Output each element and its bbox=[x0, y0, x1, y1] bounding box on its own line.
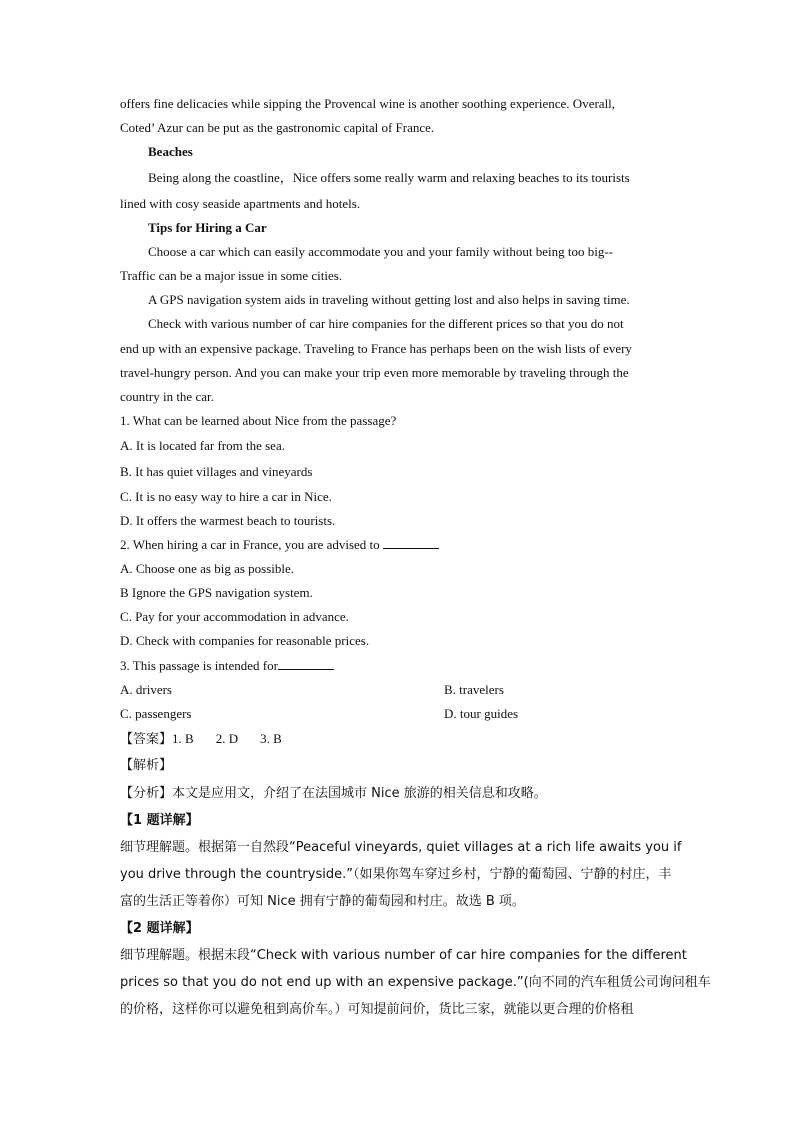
paragraph-line: Being along the coastline，Nice offers some really warm and relaxing beaches to its tourists bbox=[148, 170, 630, 185]
paragraph-line: Check with various number of car hire companies for the different prices so that you do not bbox=[148, 316, 624, 331]
question-option: C. Pay for your accommodation in advance. bbox=[120, 609, 349, 624]
question-option: D. tour guides bbox=[444, 706, 519, 721]
paragraph-line: offers fine delicacies while sipping the Provencal wine is another soothing experience. Overall, bbox=[120, 96, 616, 111]
question-option: A. It is located far from the sea. bbox=[120, 438, 285, 453]
question-option: C. passengers bbox=[120, 706, 192, 721]
answer-3: 3. B bbox=[260, 731, 282, 746]
detail-label-1: 【1 题详解】 bbox=[120, 813, 199, 828]
question-option: B. It has quiet villages and vineyards bbox=[120, 464, 313, 479]
answer-label: 【答案】 bbox=[120, 732, 173, 747]
paragraph-line: A GPS navigation system aids in traveling without getting lost and also helps in saving time. bbox=[148, 292, 630, 307]
answer-1: 1. B bbox=[172, 731, 194, 746]
question-option: A. Choose one as big as possible. bbox=[120, 561, 295, 576]
question-stem-text: 2. When hiring a car in France, you are advised to bbox=[120, 537, 380, 552]
answer-line bbox=[120, 730, 675, 749]
question-stem: 1. What can be learned about Nice from the passage? bbox=[120, 413, 397, 428]
detail-line: prices so that you do not end up with an expensive package.”(向不同的汽车租赁公司询问租车 bbox=[120, 975, 711, 990]
answer-blank bbox=[278, 657, 334, 670]
analysis-summary: 【分析】本文是应用文，介绍了在法国城市 Nice 旅游的相关信息和攻略。 bbox=[120, 786, 547, 801]
detail-line: 富的生活正等着你）可知 Nice 拥有宁静的葡萄园和村庄。故选 B 项。 bbox=[120, 894, 525, 909]
answer-blank bbox=[383, 536, 439, 549]
analysis-label: 【解析】 bbox=[120, 758, 173, 773]
detail-line: you drive through the countryside.”（如果你驾车穿过乡村，宁静的葡萄园、宁静的村庄，丰 bbox=[120, 867, 672, 882]
question-option: D. Check with companies for reasonable prices. bbox=[120, 633, 370, 648]
question-stem-text: 3. This passage is intended for bbox=[120, 658, 278, 673]
question-option: A. drivers bbox=[120, 682, 172, 697]
paragraph-line: country in the car. bbox=[120, 389, 214, 404]
question-stem bbox=[120, 657, 675, 675]
answer-2: 2. D bbox=[215, 731, 239, 746]
detail-line: 细节理解题。根据末段“Check with various number of car hire companies for the different bbox=[120, 948, 687, 963]
paragraph-line: travel-hungry person. And you can make your trip even more memorable by traveling through the bbox=[120, 365, 629, 380]
question-option: C. It is no easy way to hire a car in Nice. bbox=[120, 489, 332, 504]
question-option: D. It offers the warmest beach to tourists. bbox=[120, 513, 336, 528]
paragraph-line: end up with an expensive package. Traveling to France has perhaps been on the wish lists of every bbox=[120, 341, 632, 356]
detail-line: 的价格，这样你可以避免租到高价车。）可知提前问价，货比三家，就能以更合理的价格租 bbox=[120, 1002, 634, 1017]
question-stem bbox=[120, 536, 675, 554]
paragraph-line: Traffic can be a major issue in some cities. bbox=[120, 268, 343, 283]
paragraph-line: Choose a car which can easily accommodate you and your family without being too big-- bbox=[148, 244, 613, 259]
paragraph-line: Coted’ Azur can be put as the gastronomic capital of France. bbox=[120, 120, 435, 135]
section-heading-tips: Tips for Hiring a Car bbox=[148, 220, 267, 235]
paragraph-line: lined with cosy seaside apartments and hotels. bbox=[120, 196, 361, 211]
detail-label-2: 【2 题详解】 bbox=[120, 921, 199, 936]
question-option: B Ignore the GPS navigation system. bbox=[120, 585, 313, 600]
section-heading-beaches: Beaches bbox=[148, 144, 193, 159]
detail-line: 细节理解题。根据第一自然段“Peaceful vineyards, quiet villages at a rich life awaits you if bbox=[120, 840, 682, 855]
question-option: B. travelers bbox=[444, 682, 504, 697]
